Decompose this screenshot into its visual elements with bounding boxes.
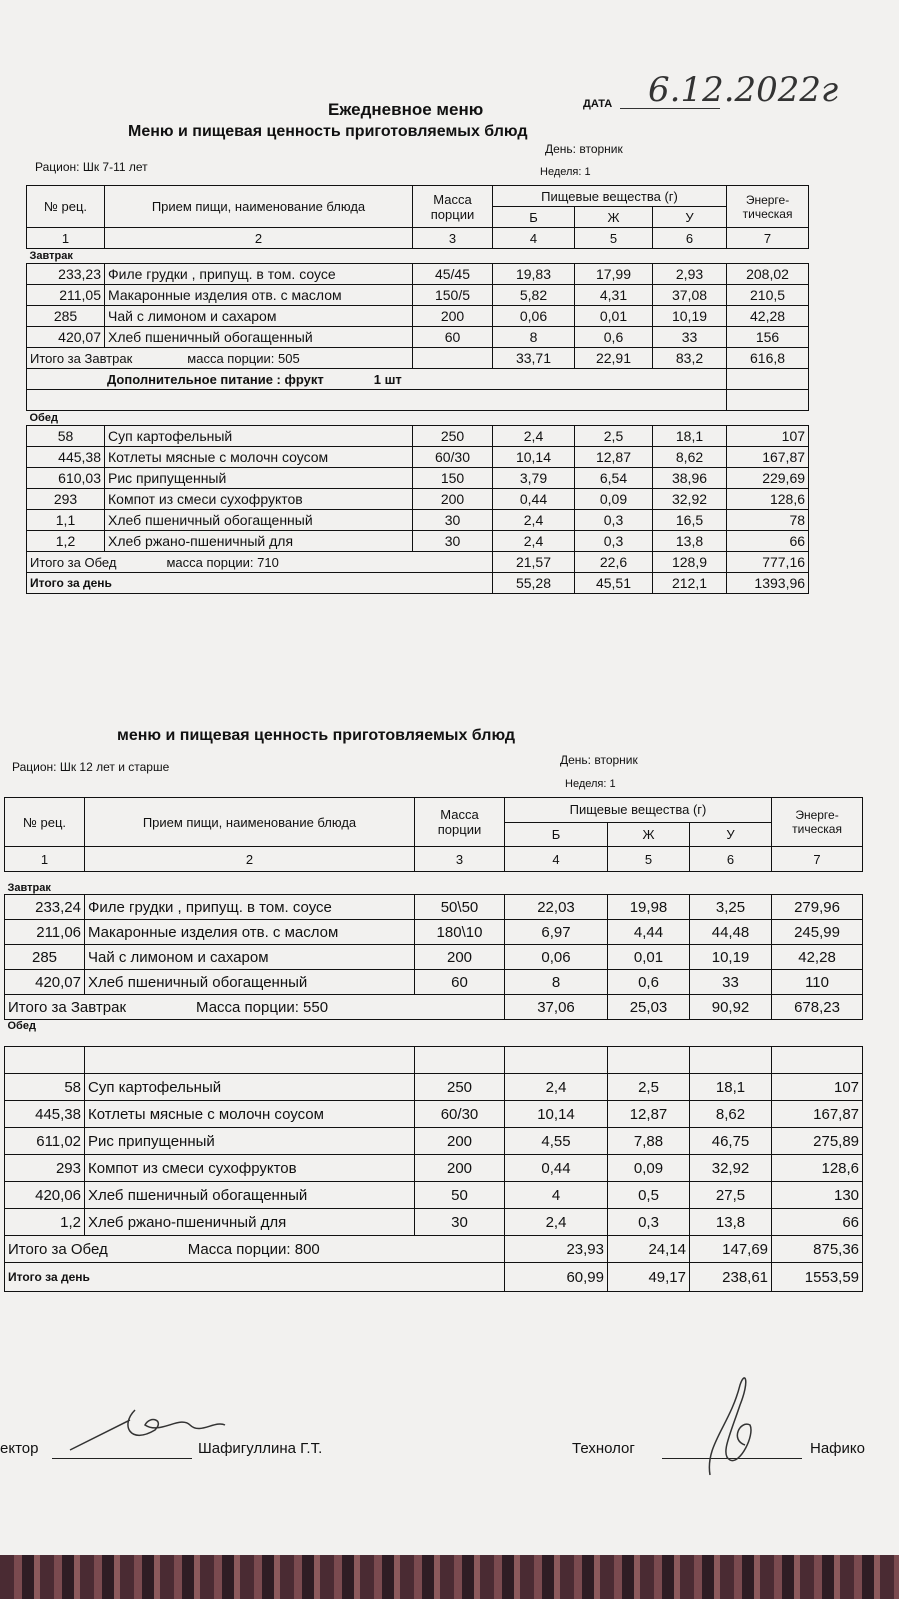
total-row: [5, 1236, 863, 1263]
energy: 275,89: [772, 1128, 863, 1155]
week-label-2: Неделя: 1: [565, 778, 616, 790]
document-title: Ежедневное меню: [328, 100, 484, 119]
carpet-background: [0, 1555, 899, 1599]
total-mass: масса порции: 505: [187, 350, 300, 366]
mass: 250: [415, 1074, 505, 1101]
table-row: [5, 1128, 863, 1155]
protein: 22,03: [505, 895, 608, 920]
energy: 210,5: [727, 285, 809, 306]
table-row: [27, 285, 809, 306]
col-energy: Энерге-тическая: [727, 186, 809, 228]
carbs: 10,19: [690, 945, 772, 970]
mass: 200: [413, 489, 493, 510]
dish-name: Суп картофельный: [105, 426, 413, 447]
day-label-1: День: вторник: [545, 142, 623, 156]
day-total-energy: 1393,96: [727, 573, 809, 594]
fat: 19,98: [608, 895, 690, 920]
total-mass: Масса порции: 800: [187, 1240, 320, 1258]
total-fat: 22,6: [575, 552, 653, 573]
dish-name: Хлеб пшеничный обогащенный: [105, 510, 413, 531]
fat: 0,3: [575, 510, 653, 531]
table-row: [5, 1182, 863, 1209]
fat: 0,6: [608, 970, 690, 995]
col-num: 6: [690, 847, 772, 872]
protein: 3,79: [493, 468, 575, 489]
col-energy: Энерге-тическая: [772, 798, 863, 847]
energy: 107: [727, 426, 809, 447]
col-num: 3: [415, 847, 505, 872]
table-row: [27, 306, 809, 327]
lunch-total-label: [27, 552, 493, 573]
fat: 6,54: [575, 468, 653, 489]
breakfast-total-label: [5, 995, 505, 1020]
col-num: 2: [85, 847, 415, 872]
dish-name: Макаронные изделия отв. с маслом: [105, 285, 413, 306]
column-number-row: [27, 228, 809, 249]
recipe-no: 445,38: [27, 447, 105, 468]
dish-name: Чай с лимоном и сахаром: [85, 945, 415, 970]
col-dish-name: Прием пищи, наименование блюда: [105, 186, 413, 228]
table-row: [5, 970, 863, 995]
table-row: [5, 920, 863, 945]
energy: 66: [727, 531, 809, 552]
table-header-row: [27, 186, 809, 207]
mass: 30: [415, 1209, 505, 1236]
table-row: [27, 468, 809, 489]
fat: 2,5: [575, 426, 653, 447]
table-row: [27, 447, 809, 468]
lunch-total-label: [5, 1236, 505, 1263]
recipe-no: 611,02: [5, 1128, 85, 1155]
dish-name: Компот из смеси сухофруктов: [105, 489, 413, 510]
week-label-1: Неделя: 1: [540, 166, 591, 178]
mass: 50: [415, 1182, 505, 1209]
dish-name: Рис припущенный: [85, 1128, 415, 1155]
col-num: 1: [5, 847, 85, 872]
table-row: [27, 489, 809, 510]
mass: 250: [413, 426, 493, 447]
recipe-no: 420,06: [5, 1182, 85, 1209]
carbs: 37,08: [653, 285, 727, 306]
day-total-row: [27, 573, 809, 594]
total-carbs: 147,69: [690, 1236, 772, 1263]
protein: 10,14: [493, 447, 575, 468]
energy: 167,87: [727, 447, 809, 468]
carbs: 16,5: [653, 510, 727, 531]
col-recipe-no: № рец.: [5, 798, 85, 847]
day-total-protein: 60,99: [505, 1263, 608, 1292]
handwritten-date: 6.12.2022г: [648, 70, 839, 110]
protein: 8: [505, 970, 608, 995]
total-label: Итого за Обед: [30, 554, 117, 570]
recipe-no: 211,05: [27, 285, 105, 306]
day-total-row: [5, 1263, 863, 1292]
total-protein: 33,71: [493, 348, 575, 369]
carbs: 13,8: [653, 531, 727, 552]
fat: 2,5: [608, 1074, 690, 1101]
protein: 0,44: [493, 489, 575, 510]
carbs: 32,92: [653, 489, 727, 510]
day-total-label: Итого за день: [27, 573, 493, 594]
protein: 0,44: [505, 1155, 608, 1182]
day-total-fat: 45,51: [575, 573, 653, 594]
mass: 150/5: [413, 285, 493, 306]
day-label-2: День: вторник: [560, 753, 638, 767]
day-total-label: Итого за день: [5, 1263, 505, 1292]
carbs: 33: [653, 327, 727, 348]
carbs: 33: [690, 970, 772, 995]
table-row: [5, 1074, 863, 1101]
document-subtitle: Меню и пищевая ценность приготовляемых блюд: [128, 123, 528, 140]
recipe-no: 293: [27, 489, 105, 510]
recipe-no: 233,24: [5, 895, 85, 920]
energy: 130: [772, 1182, 863, 1209]
table-row: [27, 510, 809, 531]
recipe-no: 1,2: [5, 1209, 85, 1236]
fat: 17,99: [575, 264, 653, 285]
total-row: [27, 348, 809, 369]
day-total-protein: 55,28: [493, 573, 575, 594]
total-mass: Масса порции: 550: [196, 998, 329, 1016]
col-num: 6: [653, 228, 727, 249]
mass: 30: [413, 531, 493, 552]
total-carbs: 90,92: [690, 995, 772, 1020]
protein: 2,4: [493, 426, 575, 447]
fat: 12,87: [608, 1101, 690, 1128]
col-nutrients: Пищевые вещества (г): [493, 186, 727, 207]
recipe-no: 285: [5, 945, 85, 970]
breakfast-total-label: [27, 348, 413, 369]
energy: 128,6: [772, 1155, 863, 1182]
protein: 2,4: [493, 531, 575, 552]
fat: 0,01: [608, 945, 690, 970]
recipe-no: 420,07: [27, 327, 105, 348]
ration-label-2: Рацион: Шк 12 лет и старше: [12, 760, 170, 774]
fat: 0,3: [575, 531, 653, 552]
total-label: Итого за Обед: [8, 1240, 108, 1258]
total-energy: 777,16: [727, 552, 809, 573]
energy: 42,28: [772, 945, 863, 970]
dish-name: Хлеб ржано-пшеничный для: [85, 1209, 415, 1236]
dish-name: Филе грудки , припущ. в том. соусе: [105, 264, 413, 285]
technologist-label: Технолог: [572, 1440, 635, 1457]
mass: 180\10: [415, 920, 505, 945]
table2-subtitle: меню и пищевая ценность приготовляемых блюд: [117, 727, 516, 744]
total-energy: 616,8: [727, 348, 809, 369]
total-row: [5, 995, 863, 1020]
col-dish-name: Прием пищи, наименование блюда: [85, 798, 415, 847]
carbs: 38,96: [653, 468, 727, 489]
table-row: [27, 327, 809, 348]
carbs: 32,92: [690, 1155, 772, 1182]
recipe-no: 58: [5, 1074, 85, 1101]
carbs: 13,8: [690, 1209, 772, 1236]
total-protein: 37,06: [505, 995, 608, 1020]
recipe-no: 233,23: [27, 264, 105, 285]
column-number-row: [5, 847, 863, 872]
col-num: 7: [772, 847, 863, 872]
carbs: 46,75: [690, 1128, 772, 1155]
director-name: Шафигуллина Г.Т.: [198, 1440, 323, 1457]
table-row: [27, 531, 809, 552]
mass: 200: [415, 945, 505, 970]
energy: 128,6: [727, 489, 809, 510]
dish-name: Хлеб пшеничный обогащенный: [105, 327, 413, 348]
mass: 150: [413, 468, 493, 489]
total-protein: 21,57: [493, 552, 575, 573]
col-mass: Масса порции: [415, 798, 505, 847]
extra-label: Дополнительное питание : фрукт: [107, 371, 324, 387]
recipe-no: 610,03: [27, 468, 105, 489]
section-lunch: Обед: [27, 411, 809, 426]
date-underline: [620, 108, 720, 109]
recipe-no: 1,1: [27, 510, 105, 531]
total-label: Итого за Завтрак: [30, 350, 133, 366]
col-num: 3: [413, 228, 493, 249]
dish-name: Суп картофельный: [85, 1074, 415, 1101]
director-label: ектор: [0, 1440, 39, 1457]
mass: 200: [415, 1128, 505, 1155]
fat: 4,44: [608, 920, 690, 945]
director-signature: [60, 1395, 230, 1465]
fat: 12,87: [575, 447, 653, 468]
total-row: [27, 552, 809, 573]
col-carbs: У: [653, 207, 727, 228]
recipe-no: 445,38: [5, 1101, 85, 1128]
fat: 0,09: [608, 1155, 690, 1182]
dish-name: Чай с лимоном и сахаром: [105, 306, 413, 327]
protein: 4: [505, 1182, 608, 1209]
mass: 50\50: [415, 895, 505, 920]
energy: 66: [772, 1209, 863, 1236]
protein: 2,4: [505, 1074, 608, 1101]
energy: 167,87: [772, 1101, 863, 1128]
table-header-row: [5, 798, 863, 823]
col-num: 4: [493, 228, 575, 249]
energy: 279,96: [772, 895, 863, 920]
protein: 0,06: [505, 945, 608, 970]
mass: 60: [413, 327, 493, 348]
carbs: 44,48: [690, 920, 772, 945]
carbs: 8,62: [690, 1101, 772, 1128]
fat: 0,6: [575, 327, 653, 348]
col-mass: Масса порции: [413, 186, 493, 228]
table-row: [5, 1209, 863, 1236]
menu-table-2: [4, 797, 863, 1292]
section-lunch: Обед: [5, 1020, 863, 1047]
dish-name: Компот из смеси сухофруктов: [85, 1155, 415, 1182]
fat: 7,88: [608, 1128, 690, 1155]
carbs: 18,1: [653, 426, 727, 447]
section-breakfast: Завтрак: [5, 872, 863, 895]
fat: 0,5: [608, 1182, 690, 1209]
mass: 60/30: [415, 1101, 505, 1128]
ration-label-1: Рацион: Шк 7-11 лет: [35, 160, 148, 174]
protein: 4,55: [505, 1128, 608, 1155]
recipe-no: 293: [5, 1155, 85, 1182]
mass: 45/45: [413, 264, 493, 285]
carbs: 18,1: [690, 1074, 772, 1101]
fat: 0,09: [575, 489, 653, 510]
total-carbs: 128,9: [653, 552, 727, 573]
protein: 8: [493, 327, 575, 348]
carbs: 10,19: [653, 306, 727, 327]
carbs: 2,93: [653, 264, 727, 285]
dish-name: Хлеб ржано-пшеничный для: [105, 531, 413, 552]
dish-name: Хлеб пшеничный обогащенный: [85, 970, 415, 995]
extra-row: [27, 369, 809, 390]
dish-name: Макаронные изделия отв. с маслом: [85, 920, 415, 945]
energy: 156: [727, 327, 809, 348]
mass: 200: [413, 306, 493, 327]
recipe-no: 211,06: [5, 920, 85, 945]
table-row: [5, 945, 863, 970]
recipe-no: 58: [27, 426, 105, 447]
protein: 10,14: [505, 1101, 608, 1128]
protein: 6,97: [505, 920, 608, 945]
col-num: 7: [727, 228, 809, 249]
total-fat: 25,03: [608, 995, 690, 1020]
total-mass: масса порции: 710: [166, 554, 279, 570]
total-energy: 678,23: [772, 995, 863, 1020]
table-row: [27, 426, 809, 447]
col-num: 2: [105, 228, 413, 249]
day-total-energy: 1553,59: [772, 1263, 863, 1292]
table-row: [27, 264, 809, 285]
energy: 245,99: [772, 920, 863, 945]
energy: 110: [772, 970, 863, 995]
recipe-no: 285: [27, 306, 105, 327]
total-fat: 22,91: [575, 348, 653, 369]
col-num: 5: [608, 847, 690, 872]
table-row: [5, 1101, 863, 1128]
extra-qty: 1 шт: [373, 371, 402, 387]
dish-name: Хлеб пшеничный обогащенный: [85, 1182, 415, 1209]
col-recipe-no: № рец.: [27, 186, 105, 228]
protein: 5,82: [493, 285, 575, 306]
section-breakfast: Завтрак: [27, 249, 809, 264]
table-row: [5, 1155, 863, 1182]
total-protein: 23,93: [505, 1236, 608, 1263]
extra-food: [27, 369, 727, 390]
menu-table-1: [26, 185, 809, 594]
protein: 2,4: [505, 1209, 608, 1236]
col-protein: Б: [493, 207, 575, 228]
day-total-carbs: 238,61: [690, 1263, 772, 1292]
total-fat: 24,14: [608, 1236, 690, 1263]
date-label: ДАТА: [583, 98, 613, 110]
energy: 229,69: [727, 468, 809, 489]
total-carbs: 83,2: [653, 348, 727, 369]
col-num: 5: [575, 228, 653, 249]
carbs: 3,25: [690, 895, 772, 920]
technologist-name: Нафико: [810, 1440, 865, 1457]
carbs: 27,5: [690, 1182, 772, 1209]
fat: 0,3: [608, 1209, 690, 1236]
technologist-signature: [670, 1365, 780, 1485]
protein: 0,06: [493, 306, 575, 327]
energy: 208,02: [727, 264, 809, 285]
col-num: 4: [505, 847, 608, 872]
total-label: Итого за Завтрак: [8, 998, 127, 1016]
col-fat: Ж: [608, 822, 690, 847]
col-num: 1: [27, 228, 105, 249]
dish-name: Котлеты мясные с молочн соусом: [105, 447, 413, 468]
mass: 30: [413, 510, 493, 531]
mass: 200: [415, 1155, 505, 1182]
col-fat: Ж: [575, 207, 653, 228]
dish-name: Котлеты мясные с молочн соусом: [85, 1101, 415, 1128]
mass: 60: [415, 970, 505, 995]
carbs: 8,62: [653, 447, 727, 468]
mass: 60/30: [413, 447, 493, 468]
fat: 4,31: [575, 285, 653, 306]
dish-name: Рис припущенный: [105, 468, 413, 489]
energy: 107: [772, 1074, 863, 1101]
protein: 2,4: [493, 510, 575, 531]
energy: 42,28: [727, 306, 809, 327]
day-total-fat: 49,17: [608, 1263, 690, 1292]
col-protein: Б: [505, 822, 608, 847]
col-carbs: У: [690, 822, 772, 847]
col-nutrients: Пищевые вещества (г): [505, 798, 772, 823]
table-row: [5, 895, 863, 920]
energy: 78: [727, 510, 809, 531]
total-energy: 875,36: [772, 1236, 863, 1263]
day-total-carbs: 212,1: [653, 573, 727, 594]
dish-name: Филе грудки , припущ. в том. соусе: [85, 895, 415, 920]
protein: 19,83: [493, 264, 575, 285]
recipe-no: 1,2: [27, 531, 105, 552]
fat: 0,01: [575, 306, 653, 327]
recipe-no: 420,07: [5, 970, 85, 995]
